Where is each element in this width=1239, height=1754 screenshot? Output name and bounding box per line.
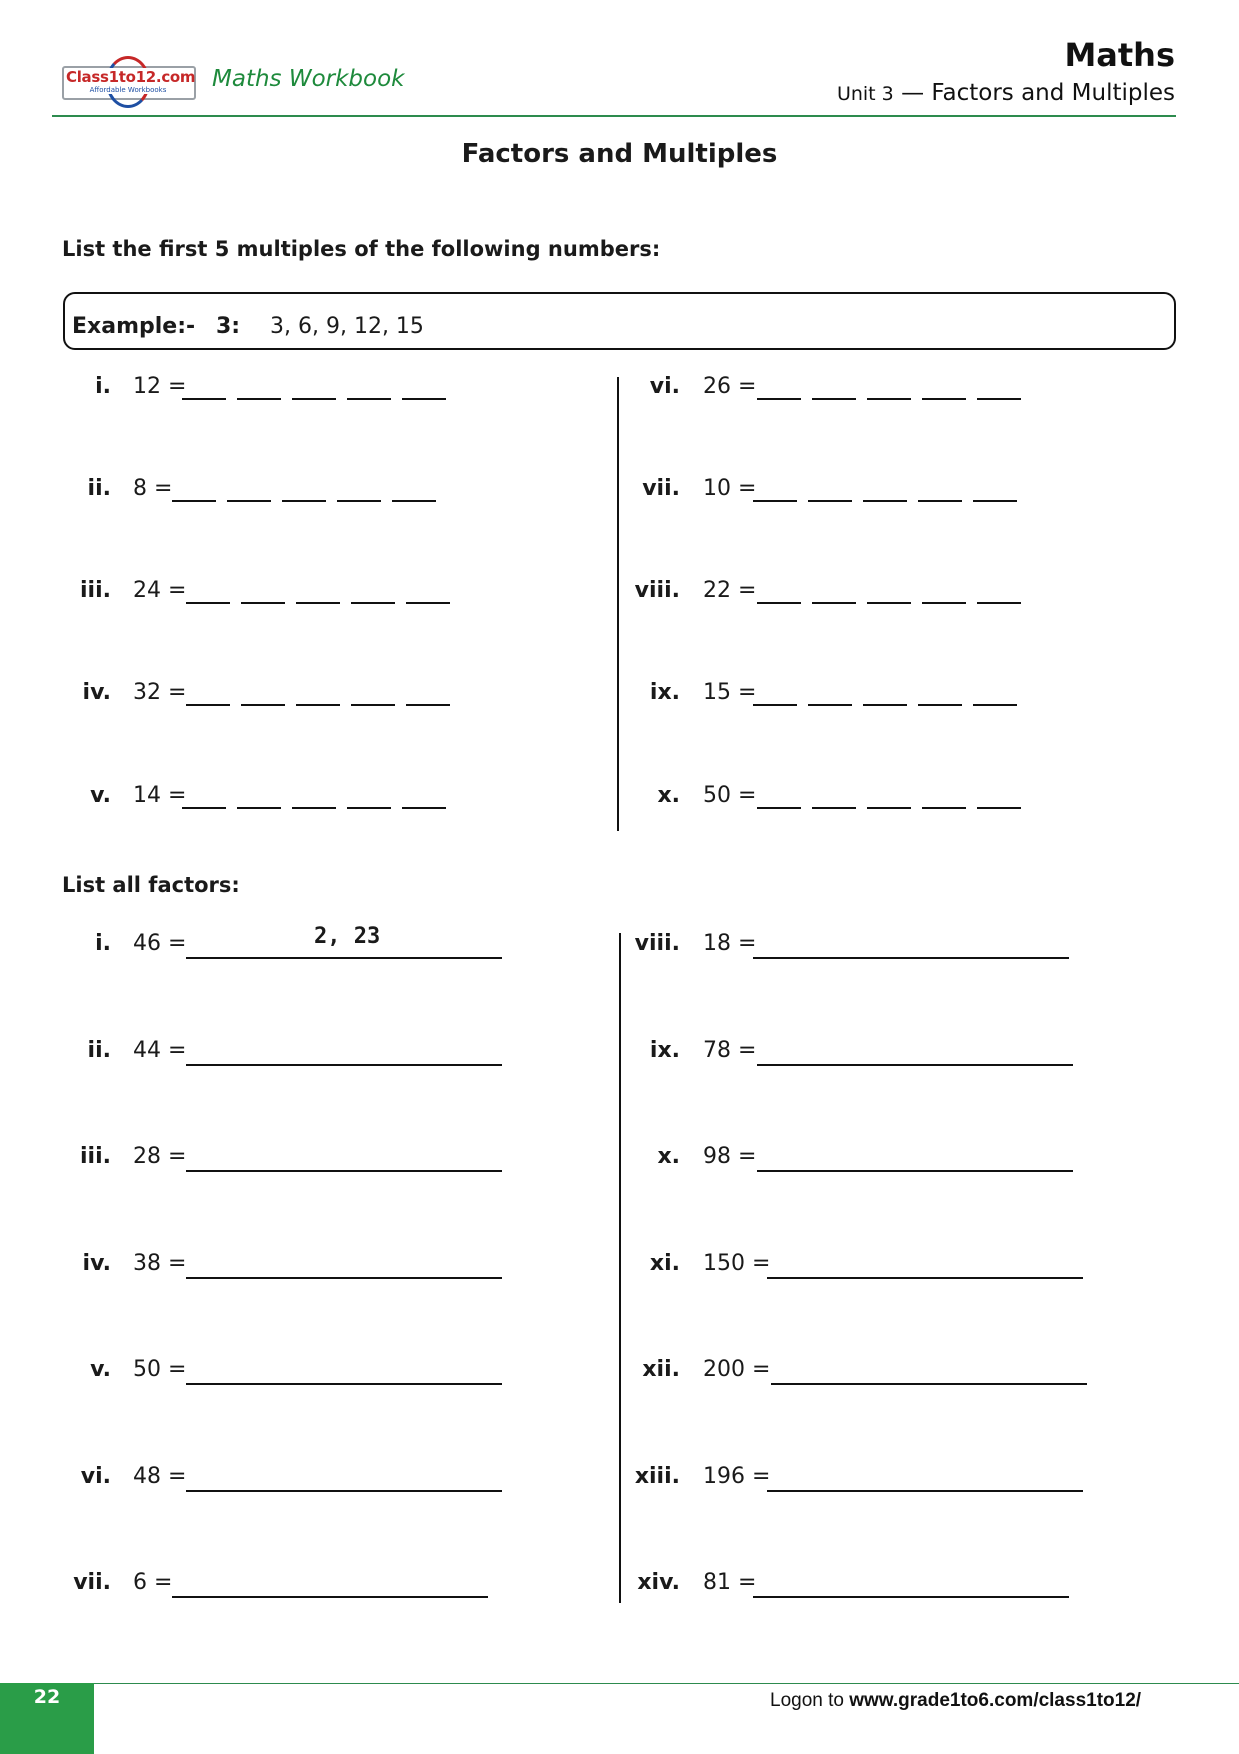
- question-number: i.: [95, 374, 111, 399]
- answer-line[interactable]: [757, 1038, 1073, 1066]
- answer-line[interactable]: [186, 1144, 502, 1172]
- subject-title: Maths: [1064, 36, 1175, 74]
- question-text: 44 =: [133, 1038, 187, 1063]
- question-text: 26 =: [703, 374, 757, 399]
- question-text: 196 =: [703, 1464, 771, 1489]
- unit-title: Factors and Multiples: [931, 80, 1175, 106]
- question-number: ix.: [649, 1038, 680, 1063]
- answer-line[interactable]: [771, 1357, 1087, 1385]
- sample-answer: 2, 23: [314, 924, 381, 949]
- answer-line[interactable]: [172, 1570, 488, 1598]
- question-text: 98 =: [703, 1144, 757, 1169]
- question-number: ix.: [649, 680, 680, 705]
- question-text: 8 =: [133, 476, 173, 501]
- answer-blanks[interactable]: [182, 374, 446, 400]
- question-number: viii.: [634, 578, 680, 603]
- footer-prefix: Logon to: [770, 1690, 850, 1711]
- question-number: x.: [657, 1144, 680, 1169]
- answer-line[interactable]: [753, 1570, 1069, 1598]
- answer-blanks[interactable]: [186, 578, 450, 604]
- logo-name: Class1to12.com: [66, 68, 196, 86]
- question-text: 28 =: [133, 1144, 187, 1169]
- unit-dash: —: [901, 80, 925, 106]
- question-text: 150 =: [703, 1251, 771, 1276]
- question-text: 15 =: [703, 680, 757, 705]
- question-text: 14 =: [133, 783, 187, 808]
- answer-blanks[interactable]: [182, 783, 446, 809]
- footer-link[interactable]: www.grade1to6.com/class1to12/: [849, 1690, 1142, 1711]
- question-text: 6 =: [133, 1570, 173, 1595]
- question-number: i.: [95, 931, 111, 956]
- answer-blanks[interactable]: [753, 680, 1017, 706]
- page-title: Factors and Multiples: [461, 139, 778, 169]
- question-number: iii.: [80, 578, 111, 603]
- question-number: xii.: [642, 1357, 680, 1382]
- factors-column-divider: [619, 933, 621, 1603]
- workbook-label: Maths Workbook: [212, 66, 405, 92]
- unit-heading: [837, 80, 1175, 106]
- answer-blanks[interactable]: [757, 578, 1021, 604]
- question-text: 81 =: [703, 1570, 757, 1595]
- question-number: xi.: [649, 1251, 680, 1276]
- question-number: vi.: [80, 1464, 111, 1489]
- question-number: xiii.: [634, 1464, 680, 1489]
- example-number: 3:: [216, 314, 241, 339]
- question-number: ii.: [87, 476, 111, 501]
- answer-line[interactable]: [186, 1251, 502, 1279]
- footer-divider: [0, 1683, 1239, 1684]
- question-number: iv.: [82, 680, 111, 705]
- factors-instruction: List all factors:: [62, 873, 240, 897]
- question-text: 18 =: [703, 931, 757, 956]
- page-number: 22: [33, 1686, 61, 1708]
- answer-blanks[interactable]: [172, 476, 436, 502]
- answer-line[interactable]: [757, 1144, 1073, 1172]
- question-text: 46 =: [133, 931, 187, 956]
- multiples-instruction: List the first 5 multiples of the following numbers:: [62, 237, 661, 261]
- question-text: 200 =: [703, 1357, 771, 1382]
- multiples-column-divider: [617, 377, 619, 831]
- question-number: v.: [90, 1357, 111, 1382]
- answer-line[interactable]: [753, 931, 1069, 959]
- header-divider: [52, 115, 1176, 117]
- question-text: 50 =: [133, 1357, 187, 1382]
- question-text: 48 =: [133, 1464, 187, 1489]
- question-number: ii.: [87, 1038, 111, 1063]
- question-number: iv.: [82, 1251, 111, 1276]
- example-values: 3, 6, 9, 12, 15: [270, 314, 424, 339]
- question-text: 22 =: [703, 578, 757, 603]
- answer-blanks[interactable]: [186, 680, 450, 706]
- question-number: viii.: [634, 931, 680, 956]
- question-text: 38 =: [133, 1251, 187, 1276]
- question-text: 24 =: [133, 578, 187, 603]
- question-number: xiv.: [637, 1570, 680, 1595]
- unit-label: Unit 3: [836, 83, 894, 105]
- question-text: 10 =: [703, 476, 757, 501]
- logo-tagline: Affordable Workbooks: [66, 86, 190, 94]
- question-text: 12 =: [133, 374, 187, 399]
- question-number: vii.: [73, 1570, 111, 1595]
- site-logo: [62, 56, 194, 108]
- footer-text: [770, 1690, 1141, 1712]
- answer-line[interactable]: [186, 1357, 502, 1385]
- question-text: 78 =: [703, 1038, 757, 1063]
- question-number: v.: [90, 783, 111, 808]
- question-text: 32 =: [133, 680, 187, 705]
- answer-blanks[interactable]: [753, 476, 1017, 502]
- question-number: vi.: [649, 374, 680, 399]
- answer-line[interactable]: [767, 1464, 1083, 1492]
- answer-line[interactable]: [186, 1464, 502, 1492]
- answer-line[interactable]: [186, 1038, 502, 1066]
- question-number: iii.: [80, 1144, 111, 1169]
- question-number: vii.: [642, 476, 680, 501]
- example-label: Example:-: [72, 314, 196, 339]
- question-number: x.: [657, 783, 680, 808]
- answer-line[interactable]: [767, 1251, 1083, 1279]
- answer-blanks[interactable]: [757, 783, 1021, 809]
- answer-blanks[interactable]: [757, 374, 1021, 400]
- question-text: 50 =: [703, 783, 757, 808]
